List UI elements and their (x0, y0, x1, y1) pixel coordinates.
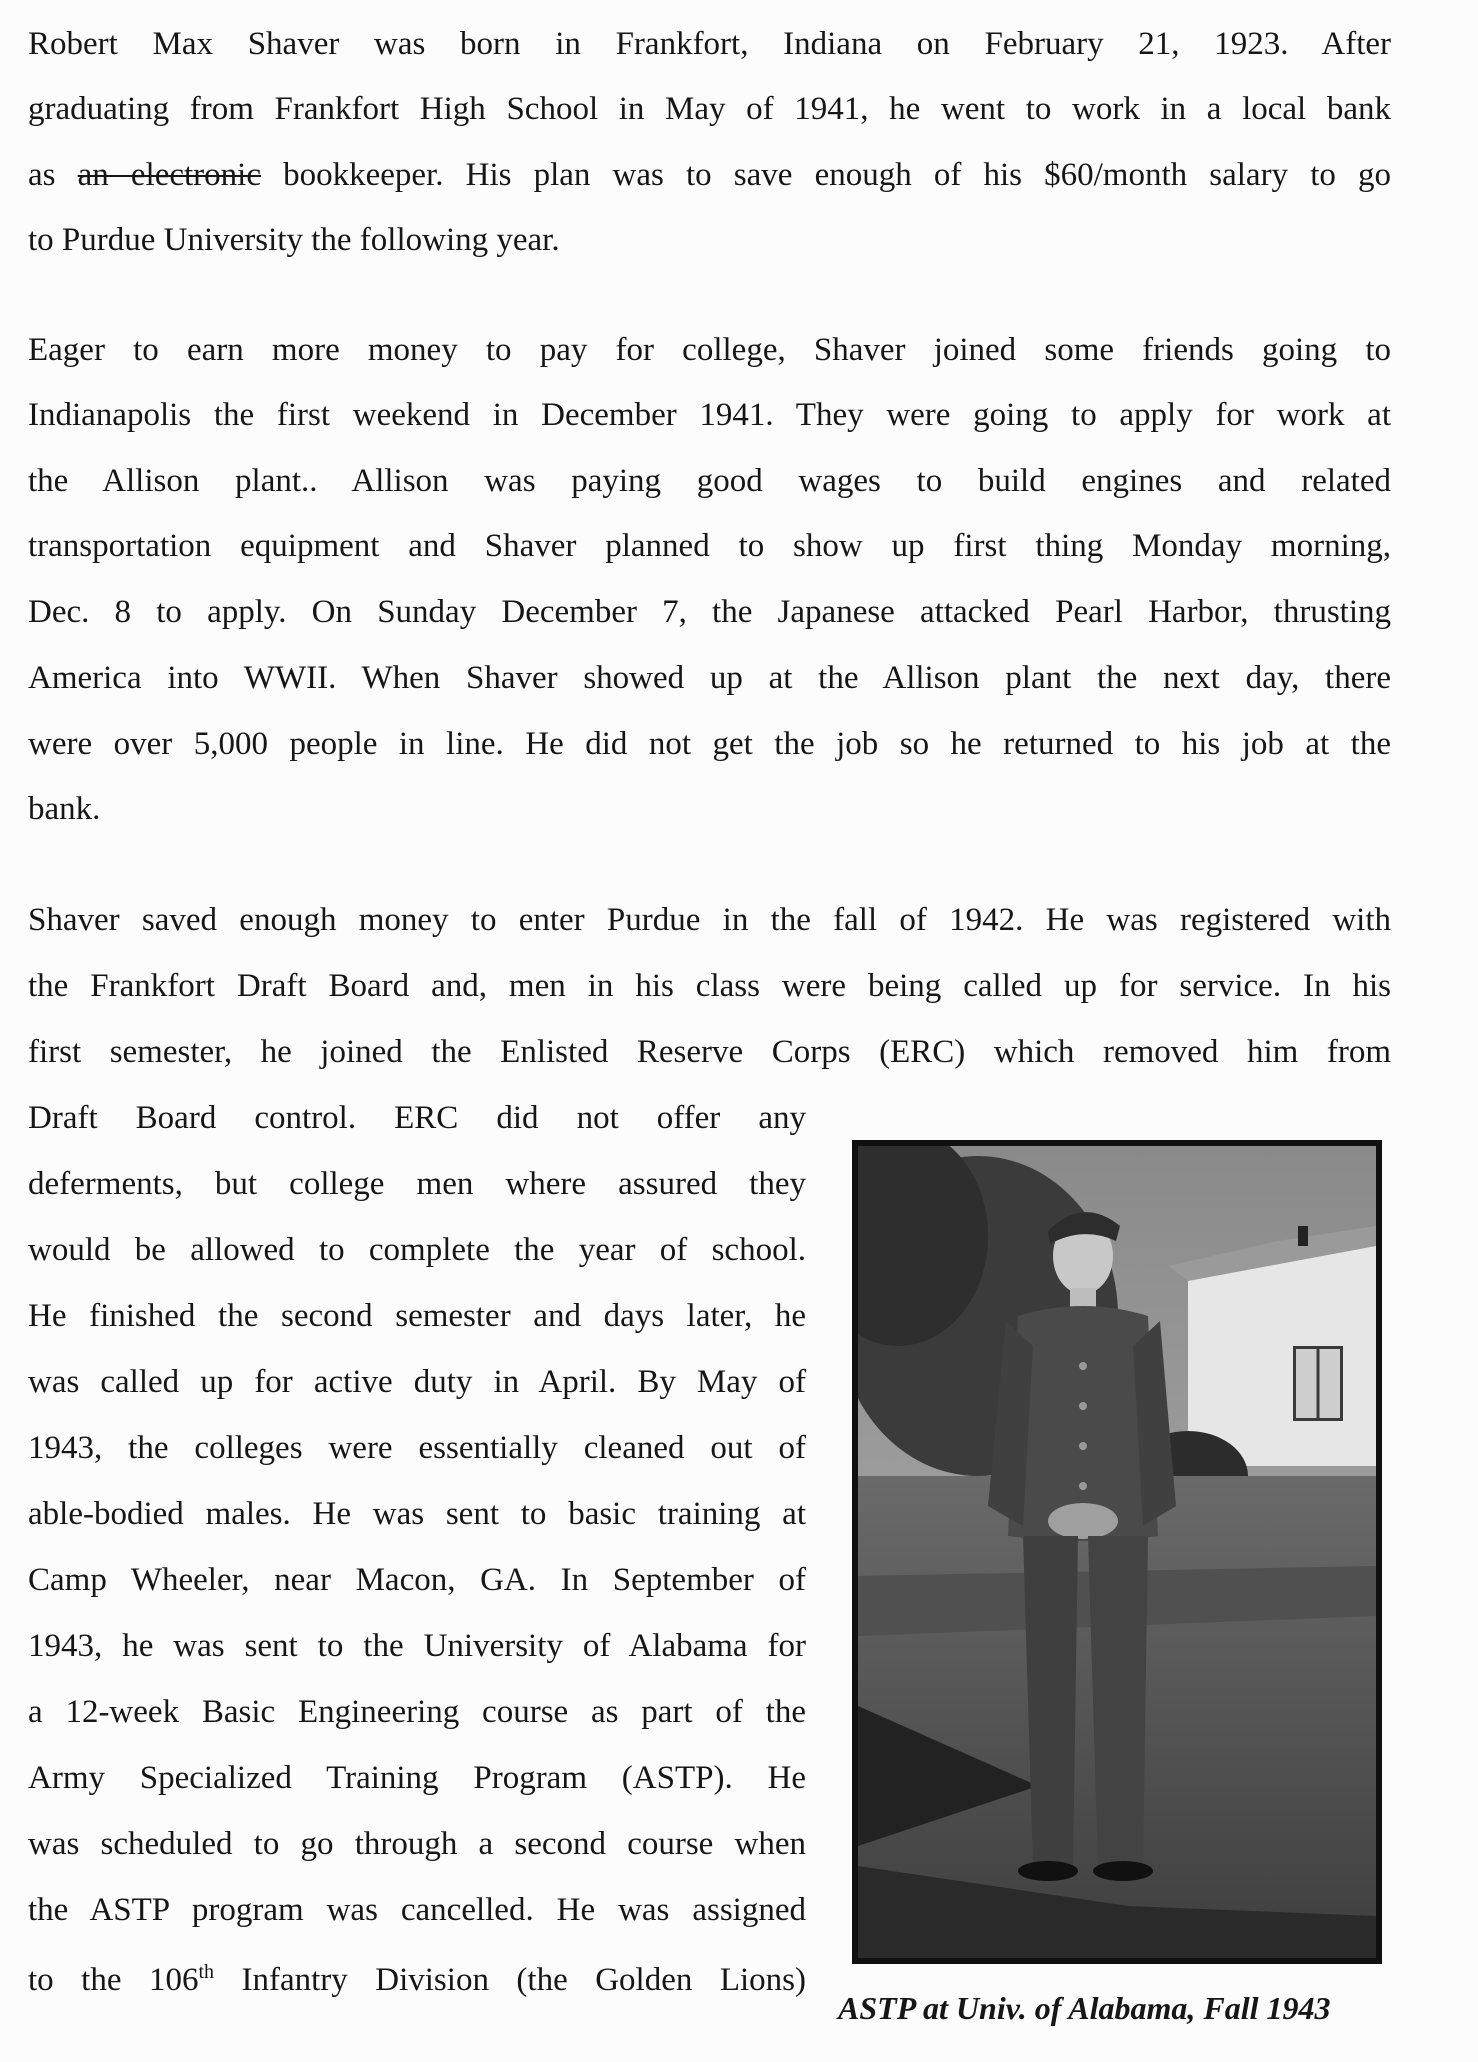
paragraph-line: able-bodied males. He was sent to basic training at (28, 1496, 806, 1532)
paragraph-line: first semester, he joined the Enlisted Reserve Corps (ERC) which removed him from (28, 1034, 1391, 1070)
paragraph-line: Army Specialized Training Program (ASTP). He (28, 1760, 806, 1796)
paragraph-line: bank. (28, 791, 101, 827)
paragraph-line: the Allison plant.. Allison was paying good wages to build engines and related (28, 463, 1391, 499)
paragraph-line: Camp Wheeler, near Macon, GA. In September of (28, 1562, 806, 1598)
paragraph-line: the ASTP program was cancelled. He was assigned (28, 1892, 806, 1928)
paragraph-line: to the 106th Infantry Division (the Golden Lions) (28, 1961, 806, 1998)
paragraph-line: He finished the second semester and days later, he (28, 1298, 806, 1334)
paragraph-line: a 12-week Basic Engineering course as part of the (28, 1694, 806, 1730)
struck-text: an electronic (77, 157, 261, 193)
paragraph-line: deferments, but college men where assured they (28, 1166, 806, 1202)
paragraph-line: to Purdue University the following year. (28, 222, 560, 258)
soldier-photo (852, 1140, 1382, 1964)
paragraph-line: 1943, he was sent to the University of Alabama for (28, 1628, 806, 1664)
paragraph-line: was scheduled to go through a second course when (28, 1826, 806, 1862)
paragraph-line: 1943, the colleges were essentially cleaned out of (28, 1430, 806, 1466)
paragraph-line: the Frankfort Draft Board and, men in his class were being called up for service. In his (28, 968, 1391, 1004)
paragraph-line: Shaver saved enough money to enter Purdue in the fall of 1942. He was registered with (28, 902, 1391, 938)
paragraph-line: Draft Board control. ERC did not offer any (28, 1100, 806, 1136)
paragraph-line: America into WWII. When Shaver showed up at the Allison plant the next day, there (28, 660, 1391, 696)
photo-caption: ASTP at Univ. of Alabama, Fall 1943 (838, 1990, 1331, 2026)
paragraph-line: Indianapolis the first weekend in December 1941. They were going to apply for work at (28, 397, 1391, 433)
paragraph-line: as an electronic bookkeeper. His plan was to save enough of his $60/month salary to go (28, 157, 1391, 193)
paragraph-line: graduating from Frankfort High School in May of 1941, he went to work in a local bank (28, 91, 1391, 127)
paragraph-line: would be allowed to complete the year of school. (28, 1232, 806, 1268)
paragraph-line: were over 5,000 people in line. He did not get the job so he returned to his job at the (28, 726, 1391, 762)
paragraph-line: Eager to earn more money to pay for college, Shaver joined some friends going to (28, 332, 1391, 368)
paragraph-line: was called up for active duty in April. By May of (28, 1364, 806, 1400)
paragraph-line: Robert Max Shaver was born in Frankfort, Indiana on February 21, 1923. After (28, 26, 1391, 62)
paragraph-line: Dec. 8 to apply. On Sunday December 7, the Japanese attacked Pearl Harbor, thrusting (28, 594, 1391, 630)
paragraph-line: transportation equipment and Shaver planned to show up first thing Monday morning, (28, 528, 1391, 564)
